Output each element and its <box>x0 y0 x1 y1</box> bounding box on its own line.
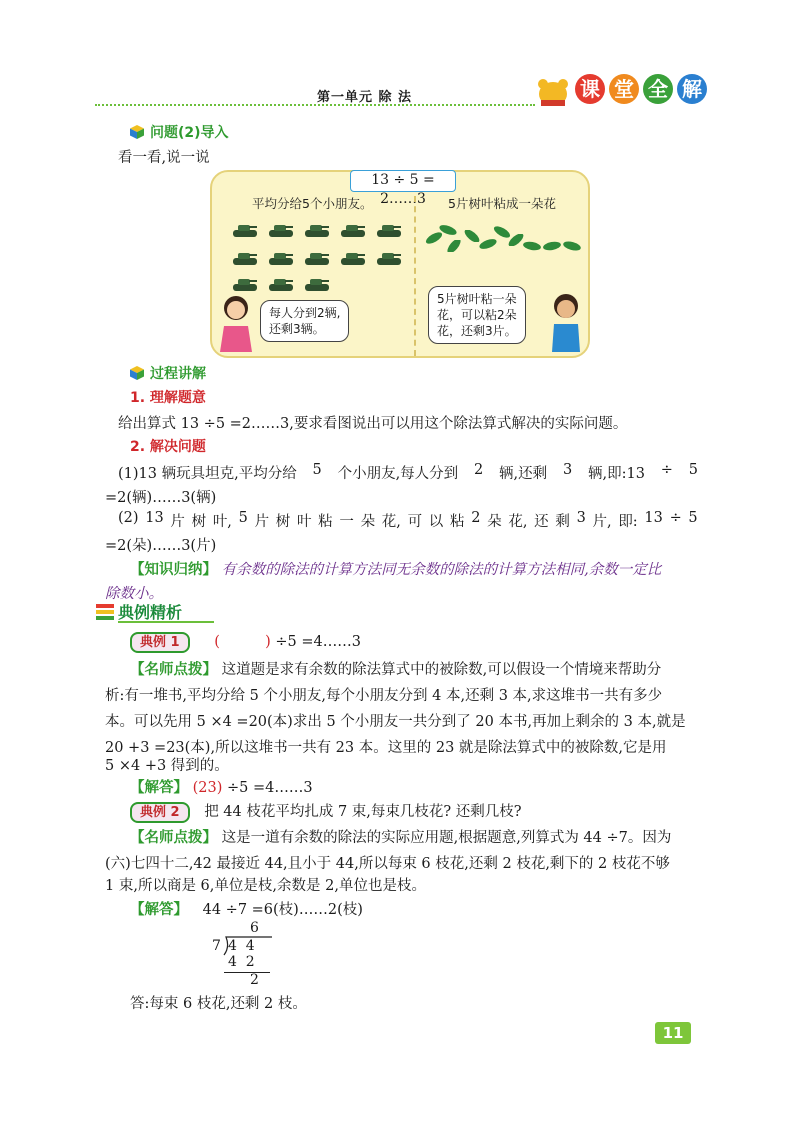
bubble-line: 5片树叶粘一朵 <box>437 292 517 306</box>
text-seg: 3 <box>562 462 573 478</box>
tank-icon <box>232 222 258 238</box>
tank-icon <box>376 250 402 266</box>
text-seg: ÷ <box>660 462 673 478</box>
text-seg: 13 <box>644 510 663 526</box>
tank-icon <box>340 250 366 266</box>
text-seg: ÷ <box>669 510 682 526</box>
ld-product: 4 2 <box>228 954 255 970</box>
tip-text: 这道题是求有余数的除法算式中的被除数,可以假设一个情境来帮助分 <box>221 662 662 678</box>
knowledge-label: 【知识归纳】 <box>130 562 217 578</box>
text-seg: 即: <box>618 514 638 530</box>
example1-tip-line2: 析:有一堆书,平均分给 5 个小朋友,每个小朋友分到 4 本,还剩 3 本,求这堆书一共有多少 <box>105 688 663 704</box>
stack-icon <box>96 604 114 620</box>
example1-tip-line1 <box>130 658 661 679</box>
leaf-icon <box>478 238 498 250</box>
ld-remainder: 2 <box>250 972 259 988</box>
intro-instruction: 看一看,说一说 <box>118 150 210 166</box>
text-seg: 5 <box>688 462 698 478</box>
knowledge-text: 有余数的除法的计算方法同无余数的除法的计算方法相同,余数一定比 <box>221 562 662 578</box>
example2-answer <box>130 898 363 919</box>
chapter-title: 第一单元 除 法 <box>317 90 413 105</box>
leaf-icon <box>444 240 464 252</box>
bubble-line: 花，可以粘2朵 <box>437 308 517 322</box>
brand-char-2: 堂 <box>609 74 639 104</box>
text-seg: 剩 <box>555 514 570 530</box>
ld-dividend: 4 4 <box>228 938 255 954</box>
page-number: 11 <box>655 1022 691 1044</box>
text-seg: 还 <box>534 514 549 530</box>
text-seg: 朵 <box>487 514 502 530</box>
bubble-line: 每人分到2辆, <box>269 306 341 320</box>
text-seg: 花, <box>381 514 401 530</box>
examples-banner-title: 典例精析 <box>118 603 183 622</box>
example1-tip-line5: 5 ×4 +3 得到的。 <box>105 758 229 774</box>
text-seg: 辆,即:13 <box>588 466 645 482</box>
text-seg: (2) <box>118 510 139 526</box>
tip-label: 【名师点拨】 <box>130 830 217 846</box>
header-dotted-rule <box>95 104 535 106</box>
tip-label: 【名师点拨】 <box>130 662 217 678</box>
example2-tag: 典例 2 <box>130 802 190 823</box>
problem2-line2: =2(朵)……3(片) <box>105 538 217 554</box>
text-seg: 片 <box>254 514 270 530</box>
knowledge-summary-line1 <box>130 558 661 579</box>
text-seg: 13 <box>145 510 164 526</box>
text-seg: 朵 <box>360 514 376 530</box>
boy-character-icon <box>546 290 586 354</box>
leaf-icon <box>562 240 582 252</box>
equation-box: 13 ÷ 5 = 2……3 <box>350 170 456 192</box>
text-seg: 辆,还剩 <box>499 466 548 482</box>
tank-icon <box>268 276 294 292</box>
text-seg: 粘 <box>450 514 465 530</box>
example2-tip-line3: 1 束,所以商是 6,单位是枝,余数是 2,单位也是枝。 <box>105 878 426 894</box>
example1-tip-line3: 本。可以先用 5 ×4 =20(本)求出 5 个小朋友一共分到了 20 本书,再加上剩余的 3 本,就是 <box>105 714 686 730</box>
cube-icon <box>130 366 144 380</box>
tank-icon <box>268 250 294 266</box>
blank-open-paren: ( <box>214 634 220 650</box>
problem1-line1 <box>118 462 698 483</box>
step2-title: 2. 解决问题 <box>130 439 206 455</box>
ld-rule <box>224 972 270 973</box>
step1-text: 给出算式 13 ÷5 =2……3,要求看图说出可以用这个除法算式解决的实际问题。 <box>118 416 628 432</box>
illustration-panel <box>210 170 590 358</box>
text-seg: 一 <box>339 514 354 530</box>
text-seg: 3 <box>576 510 586 526</box>
text-seg: 可 <box>407 514 423 530</box>
tank-icon <box>304 222 330 238</box>
panel-divider <box>414 196 416 356</box>
bubble-line: 花，还剩3片。 <box>437 324 517 338</box>
example2-question <box>130 800 522 823</box>
example1-question <box>130 632 361 653</box>
example2-tip-line1 <box>130 826 671 847</box>
text-seg: 花, <box>508 514 528 530</box>
answer-label: 【解答】 <box>130 902 188 918</box>
example2-tip-line2: (六)七四十二,42 最接近 44,且小于 44,所以每束 6 枝花,还剩 2 枝花,剩下的 2 枝花不够 <box>105 856 670 872</box>
section-title-intro: 问题(2)导入 <box>150 125 229 141</box>
text-seg: 叶, <box>212 514 232 530</box>
text-seg: 树 <box>191 514 207 530</box>
text-seg: 2 <box>474 462 484 478</box>
leaf-icon <box>438 224 458 236</box>
text-seg: 2 <box>471 510 481 526</box>
tip-text: 这是一道有余数的除法的实际应用题,根据题意,列算式为 44 ÷7。因为 <box>221 830 672 846</box>
speech-bubble-boy <box>428 286 526 344</box>
text-seg: 5 <box>238 510 248 526</box>
example2-text: 把 44 枝花平均扎成 7 束,每束几枝花? 还剩几枝? <box>204 804 522 820</box>
page-header <box>95 70 715 110</box>
brand-char-1: 课 <box>575 74 605 104</box>
text-seg: 5 <box>688 510 698 526</box>
tank-icon <box>304 250 330 266</box>
cube-icon <box>130 125 144 139</box>
tank-icon <box>340 222 366 238</box>
brand-char-3: 全 <box>643 74 673 104</box>
tank-icon <box>376 222 402 238</box>
text-seg: 片 <box>170 514 185 530</box>
example1-tag: 典例 1 <box>130 632 190 653</box>
text-seg: 个小朋友,每人分到 <box>337 466 459 482</box>
tank-icon <box>304 276 330 292</box>
text-seg: (1)13 辆玩具坦克,平均分给 <box>118 466 297 482</box>
blank-close-paren: ) <box>265 634 271 650</box>
example1-expression: ÷5 =4……3 <box>275 634 361 650</box>
answer-expression: ÷5 =4……3 <box>226 780 313 796</box>
brand-char-4: 解 <box>677 74 707 104</box>
left-panel-label: 平均分给5个小朋友。 <box>252 196 373 211</box>
problem2-line1 <box>118 510 698 531</box>
answer-label: 【解答】 <box>130 780 188 796</box>
step1-title: 1. 理解题意 <box>130 390 206 406</box>
example1-answer <box>130 776 313 797</box>
text-seg: 以 <box>428 514 444 530</box>
tank-icon <box>232 250 258 266</box>
leaf-icon <box>522 240 542 252</box>
leaf-icon <box>542 240 562 252</box>
long-division <box>210 920 290 988</box>
brand-logo <box>533 70 723 110</box>
text-seg: 粘 <box>318 514 333 530</box>
knowledge-summary-line2: 除数小。 <box>105 586 163 602</box>
text-seg: 片, <box>592 514 612 530</box>
girl-character-icon <box>216 292 256 354</box>
bubble-line: 还剩3辆。 <box>269 322 325 336</box>
ld-divisor: 7 <box>212 938 221 954</box>
tank-icon <box>268 222 294 238</box>
text-seg: 树 <box>275 514 291 530</box>
answer-value: (23) <box>192 780 223 796</box>
banner-underline <box>118 621 214 623</box>
mascot-icon <box>533 74 573 108</box>
ld-quotient: 6 <box>250 920 259 936</box>
final-answer: 答:每束 6 枝花,还剩 2 枝。 <box>130 996 307 1012</box>
answer-expression: 44 ÷7 =6(枝)……2(枝) <box>202 902 363 918</box>
tank-icon <box>232 276 258 292</box>
speech-bubble-girl <box>260 300 349 342</box>
example1-tip-line4: 20 +3 =23(本),所以这堆书一共有 23 本。这里的 23 就是除法算式中的被除数,它是用 <box>105 740 667 756</box>
section-title-process: 过程讲解 <box>150 366 206 382</box>
text-seg: 叶 <box>296 514 312 530</box>
problem1-line2: =2(辆)……3(辆) <box>105 490 217 506</box>
right-panel-label: 5片树叶粘成一朵花 <box>448 196 556 211</box>
text-seg: 5 <box>312 462 322 478</box>
